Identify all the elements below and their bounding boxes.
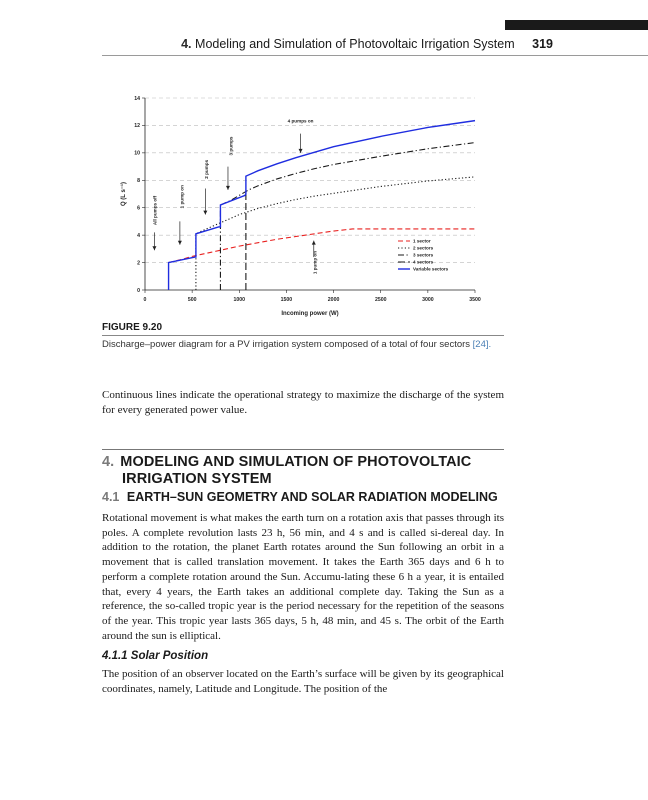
y-axis-label: Q (L s⁻¹) <box>121 181 127 207</box>
chart-annotation: 3 pumps <box>228 136 234 156</box>
paragraph-body: Rotational movement is what makes the earth turn on a rotation axis that passes through its poles. A complete revolution lasts 23 h, 56 min, and 4 s and is called si-dereal day. In addition to the rotation, the planet Earth rotates around the Sun following an orbit in a movement that is called translation movement. It takes the Earth 365 days and 6 h to perform a complete rotation around the Sun. Accumu-lating these 6 h a year, it is entailed that, every 4 years, the Earth takes an additional complete day. Taking the Sun as a reference, the so-called tropic year is the period necessary for the repetition of the seasons of the year. This tropic year lasts 365 days, 5 h, 48 min, and 45 s. The orbit of the Earth around the sun is elliptical. <box>102 512 504 642</box>
annotation-arrow-head <box>152 246 156 250</box>
legend-label: 4 sectors <box>413 259 434 265</box>
chart-annotation: 2 pumps <box>204 159 210 179</box>
legend-label: 3 sectors <box>413 252 434 258</box>
y-tick-label: 8 <box>137 178 140 185</box>
annotation-arrow-head <box>312 241 316 245</box>
figure-caption-reference[interactable]: [24]. <box>472 339 492 350</box>
section-number: 4. <box>102 454 115 470</box>
chart-annotation: 1 pump on <box>312 250 318 275</box>
figure-caption-rule <box>102 335 504 336</box>
section-title-line1: MODELING AND SIMULATION OF PHOTOVOLTAIC <box>120 454 472 470</box>
y-tick-label: 12 <box>134 123 140 130</box>
legend-label: 2 sectors <box>413 245 434 251</box>
figure-caption <box>102 339 504 351</box>
x-axis-label: Incoming power (W) <box>281 311 339 317</box>
x-tick-label: 3500 <box>469 297 481 303</box>
figure-label: FIGURE 9.20 <box>102 322 163 333</box>
subsubsection-title: Solar Position <box>130 650 209 662</box>
x-tick-label: 500 <box>187 297 197 303</box>
running-head-chapter-number: 4. <box>181 37 192 51</box>
subsection-number: 4.1 <box>102 490 120 504</box>
header-rule <box>102 55 648 56</box>
legend-label: 1 sector <box>413 238 431 244</box>
y-tick-label: 14 <box>134 95 140 102</box>
y-tick-label: 0 <box>137 287 140 294</box>
header-decoration-bar <box>505 20 648 30</box>
legend-label: Variable sectors <box>413 266 449 272</box>
section-rule <box>102 449 504 450</box>
subsection-heading <box>102 490 498 504</box>
figure-chart <box>102 88 504 320</box>
running-head <box>0 37 553 51</box>
annotation-arrow-head <box>226 186 230 190</box>
x-tick-label: 2000 <box>327 297 340 303</box>
y-tick-label: 4 <box>137 232 140 239</box>
x-tick-label: 3000 <box>422 297 434 303</box>
subsubsection-number: 4.1.1 <box>102 650 128 662</box>
y-tick-label: 6 <box>137 205 140 212</box>
paragraph-last: The position of an observer located on the Earth’s surface will be given by its geographical coordinates, namely, Latitude and Longitude. The position of the <box>102 668 504 695</box>
chart-annotation: 4 pumps on <box>287 118 314 124</box>
chart-annotation: All pumps off <box>152 195 158 226</box>
page-number: 319 <box>532 37 553 51</box>
paragraph-intro: Continuous lines indicate the operational strategy to maximize the discharge of the system for every generated power value. <box>102 389 504 416</box>
discharge-power-chart <box>102 88 504 320</box>
y-tick-label: 2 <box>137 260 140 267</box>
annotation-arrow-head <box>203 211 207 215</box>
x-tick-label: 1500 <box>280 297 293 303</box>
x-tick-label: 1000 <box>233 297 246 303</box>
section-heading <box>102 454 504 488</box>
running-head-chapter-title: Modeling and Simulation of Photovoltaic Irrigation System <box>195 37 515 51</box>
chart-annotation: 1 pump on <box>179 185 185 209</box>
figure-caption-text: Discharge–power diagram for a PV irrigation system composed of a total of four sectors <box>102 339 471 350</box>
series-line-2-sectors <box>196 177 475 290</box>
subsubsection-heading <box>102 650 208 662</box>
y-tick-label: 10 <box>134 150 140 157</box>
x-tick-label: 2500 <box>374 297 387 303</box>
subsection-title: EARTH–SUN GEOMETRY AND SOLAR RADIATION MODELING <box>126 490 498 504</box>
section-title-line2: IRRIGATION SYSTEM <box>122 471 272 487</box>
annotation-arrow-head <box>299 149 303 153</box>
annotation-arrow-head <box>178 241 182 245</box>
x-tick-label: 0 <box>143 297 147 303</box>
